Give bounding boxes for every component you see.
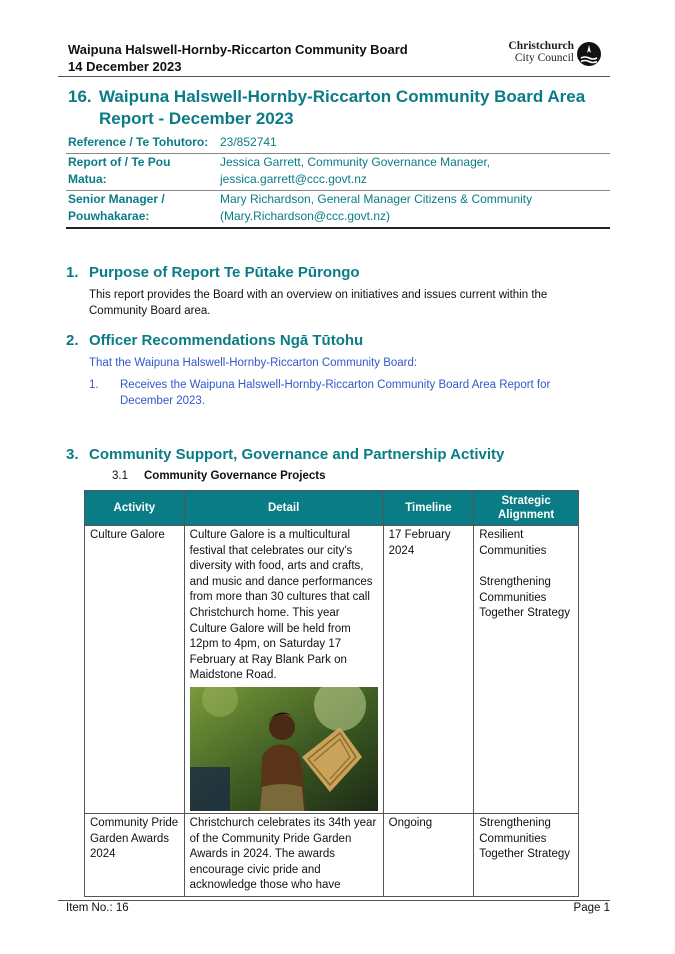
footer-item-number: Item No.: 16: [66, 902, 129, 914]
col-header-detail: Detail: [184, 491, 383, 526]
footer-rule: [58, 900, 610, 901]
report-title: [68, 86, 608, 130]
page-header: [68, 41, 408, 75]
cell-activity: Community Pride Garden Awards 2024: [85, 813, 185, 896]
culture-galore-photo: [190, 687, 378, 811]
cell-timeline: Ongoing: [383, 813, 474, 896]
header-rule: [58, 76, 610, 77]
senior-manager-label: Senior Manager / Pouwhakarae:: [68, 192, 165, 223]
detail-text: Culture Galore is a multicultural festival that celebrates our city's diversity with food, arts and crafts, and music and dance performances from more than 30 cultures that call Christchurch home. This year Culture Galore will be held from 12pm to 4pm, on Saturday 17 February at Ray Blank Park on Maidstone Road.: [189, 529, 373, 682]
reference-value: 23/852741: [220, 135, 277, 149]
council-logo: [496, 40, 608, 70]
council-emblem-icon: [576, 41, 602, 67]
cell-strategic-alignment: Strengthening Communities Together Strategy: [474, 813, 579, 896]
col-header-activity: Activity: [85, 491, 185, 526]
report-title-text: Waipuna Halswell-Hornby-Riccarton Community Board Area Report - December 2023: [99, 87, 586, 128]
report-of-label: Report of / Te Pou Matua:: [68, 155, 171, 186]
footer-page-number: Page 1: [573, 902, 610, 914]
recommendation-intro: That the Waipuna Halswell-Hornby-Riccarton Community Board:: [89, 357, 418, 369]
table-header-row: [85, 491, 579, 526]
section-3-heading: 3. Community Support, Governance and Partnership Activity: [66, 446, 505, 463]
col-header-strategic-alignment: Strategic Alignment: [474, 491, 579, 526]
cell-activity: Culture Galore: [85, 526, 185, 814]
meeting-date: 14 December 2023: [68, 59, 182, 74]
section-2-heading: 2. Officer Recommendations Ngā Tūtohu: [66, 332, 364, 349]
logo-line-2: City Council: [514, 52, 574, 64]
board-name: Waipuna Halswell-Hornby-Riccarton Community Board: [68, 42, 408, 57]
table-row: [85, 813, 579, 896]
logo-line-1: Christchurch: [508, 40, 574, 52]
governance-projects-table: [84, 490, 579, 897]
subsection-3-1-heading: 3.1 Community Governance Projects: [112, 470, 326, 482]
cell-strategic-alignment: Resilient Communities Strengthening Communities Together Strategy: [474, 526, 579, 814]
senior-manager-value: Mary Richardson, General Manager Citizens & Community (Mary.Richardson@ccc.govt.nz): [220, 192, 533, 223]
report-number: 16.: [68, 87, 92, 106]
col-header-timeline: Timeline: [383, 491, 474, 526]
reference-label: Reference / Te Tohutoro:: [68, 135, 209, 149]
cell-detail: [184, 526, 383, 814]
meta-bottom-rule: [66, 227, 610, 229]
report-of-value: Jessica Garrett, Community Governance Manager, jessica.garrett@ccc.govt.nz: [220, 155, 491, 186]
cell-detail: Christchurch celebrates its 34th year of the Community Pride Garden Awards in 2024. The awards encourage civic pride and acknowledge those who have: [184, 813, 383, 896]
cell-timeline: 17 February 2024: [383, 526, 474, 814]
section-1-heading: 1. Purpose of Report Te Pūtake Pūrongo: [66, 264, 360, 281]
section-1-body: This report provides the Board with an overview on initiatives and issues current within the Community Board area.: [89, 289, 548, 317]
table-row: [85, 526, 579, 814]
